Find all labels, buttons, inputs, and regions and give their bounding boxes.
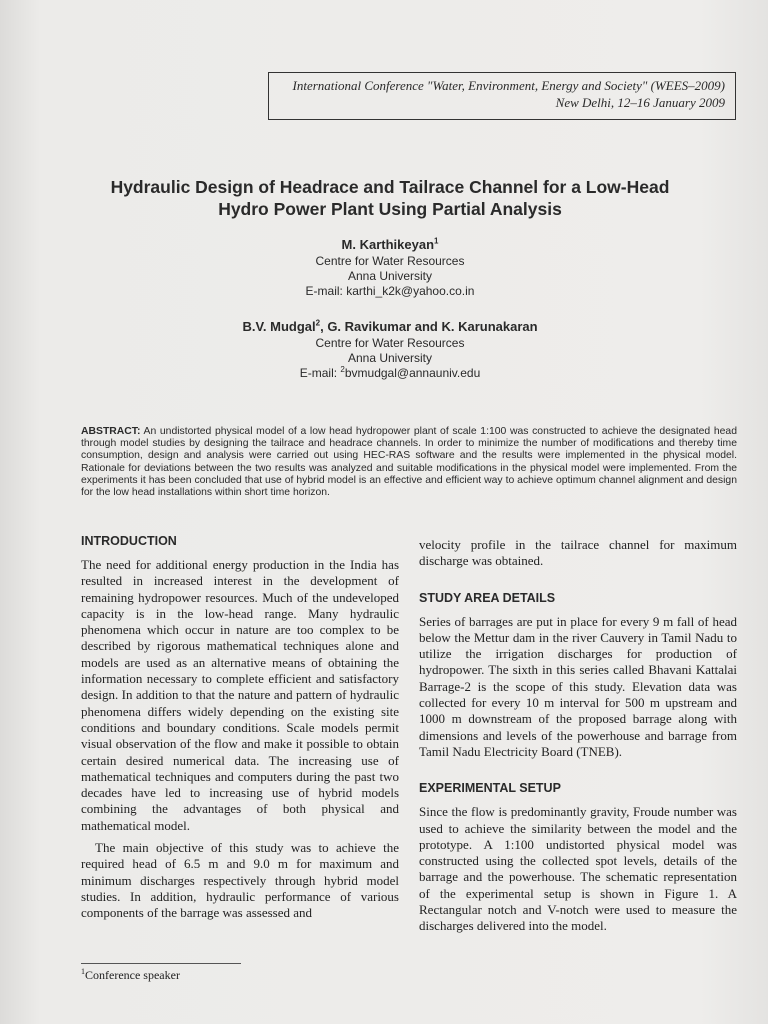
- conference-name: International Conference "Water, Environment, Energy and Society" (WEES–2009): [292, 78, 725, 93]
- footnote: $^1$Conference speaker: [81, 967, 180, 982]
- conference-venue-date: New Delhi, 12–16 January 2009: [555, 95, 725, 110]
- footnote-divider: [81, 963, 241, 964]
- coauthor-email: E-mail: $^2$bvmudgal@annauniv.edu: [299, 365, 481, 380]
- experimental-setup-heading: EXPERIMENTAL SETUP: [419, 781, 561, 796]
- author-email: E-mail: karthi_k2k@yahoo.co.in: [305, 284, 475, 298]
- author-name: M. Karthikeyan$^1$: [341, 236, 439, 252]
- abstract: [81, 426, 737, 499]
- coauthor-names: B.V. Mudgal$^2$, G. Ravikumar and K. Karunakaran: [242, 318, 538, 334]
- abstract-label: ABSTRACT:: [81, 426, 141, 437]
- introduction-paragraph-1: The need for additional energy production in the India has resulted in increased interest in the development of remaining hydropower resources. Much of the undeveloped capacity is in the low-head range. Many hydraulic phenomena which occur in nature are too complex to be described by rigorous mathematical techniques alone and models are used as an alternative means of obtaining the information necessary to complete efficient and satisfactory design. In addition to that the nature and pattern of hydraulic phenomena differs widely depending on the existing site conditions and boundary conditions. Scale models permit visual observation of the flow and make it possible to obtain certain desired numerical data. The increasing use of mathematical techniques and computers during the past two decades have led to increasing use of hybrid models combining the advantages of both physical and mathematical model.: [81, 557, 399, 833]
- author-affiliation-university: Anna University: [347, 269, 433, 283]
- right-column: [419, 537, 737, 935]
- coauthor-affiliation-centre: Centre for Water Resources: [315, 336, 465, 350]
- abstract-text: An undistorted physical model of a low head hydropower plant of scale 1:100 was constructed to achieve the designated head through model studies by designing the tailrace and headrace channels. In order to minimize the number of modifications and thereby time consumption, design and analysis were carried out using HEC-RAS software and the results were implemented in the physical model. Rationale for deviations between the two results was analyzed and suitable modifications in the physical model were implemented. From the experiments it has been concluded that use of hybrid model is an effective and efficient way to achieve optimum channel alignment and design for the low head installations within short time horizon.: [81, 426, 737, 499]
- experimental-setup-paragraph: Since the flow is predominantly gravity, Froude number was used to achieve the similarity between the model and the prototype. A 1:100 undistorted physical model was constructed using the collected spot levels, details of the barrage and the powerhouse. The schematic representation of the experimental setup is shown in Figure 1. A Rectangular notch and V-notch were used to measure the discharges delivered into the model.: [419, 804, 737, 934]
- coauthor-affiliation-university: Anna University: [347, 351, 433, 365]
- study-area-paragraph: Series of barrages are put in place for every 9 m fall of head below the Mettur dam in the river Cauvery in Tamil Nadu to utilize the irrigation discharges for production of hydropower. The sixth in this series called Bhavani Kattalai Barrage-2 is the scope of this study. Elevation data was collected for every 10 m interval for 500 m upstream and 1000 m downstream of the proposed barrage along with dimensions and levels of the powerhouse and barrage from Tamil Nadu Electricity Board (TNEB).: [419, 613, 737, 759]
- study-area-heading: STUDY AREA DETAILS: [419, 590, 556, 605]
- author-affiliation-centre: Centre for Water Resources: [315, 254, 465, 268]
- author-block-2: [160, 318, 620, 381]
- left-column: [81, 533, 399, 922]
- paper-title: [60, 176, 720, 220]
- introduction-paragraph-2: The main objective of this study was to achieve the required head of 6.5 m and 9.0 m for maximum and minimum discharges respectively through hybrid model studies. In addition, hydraulic performance of various components of the barrage was assessed and: [81, 840, 399, 921]
- introduction-paragraph-3: velocity profile in the tailrace channel for maximum discharge was obtained.: [419, 537, 737, 569]
- title-line-1: Hydraulic Design of Headrace and Tailrace Channel for a Low-Head: [110, 177, 670, 197]
- author-block-1: [160, 236, 620, 299]
- title-line-2: Hydro Power Plant Using Partial Analysis: [218, 199, 562, 219]
- conference-header-box: [268, 72, 736, 120]
- introduction-heading: INTRODUCTION: [81, 534, 177, 548]
